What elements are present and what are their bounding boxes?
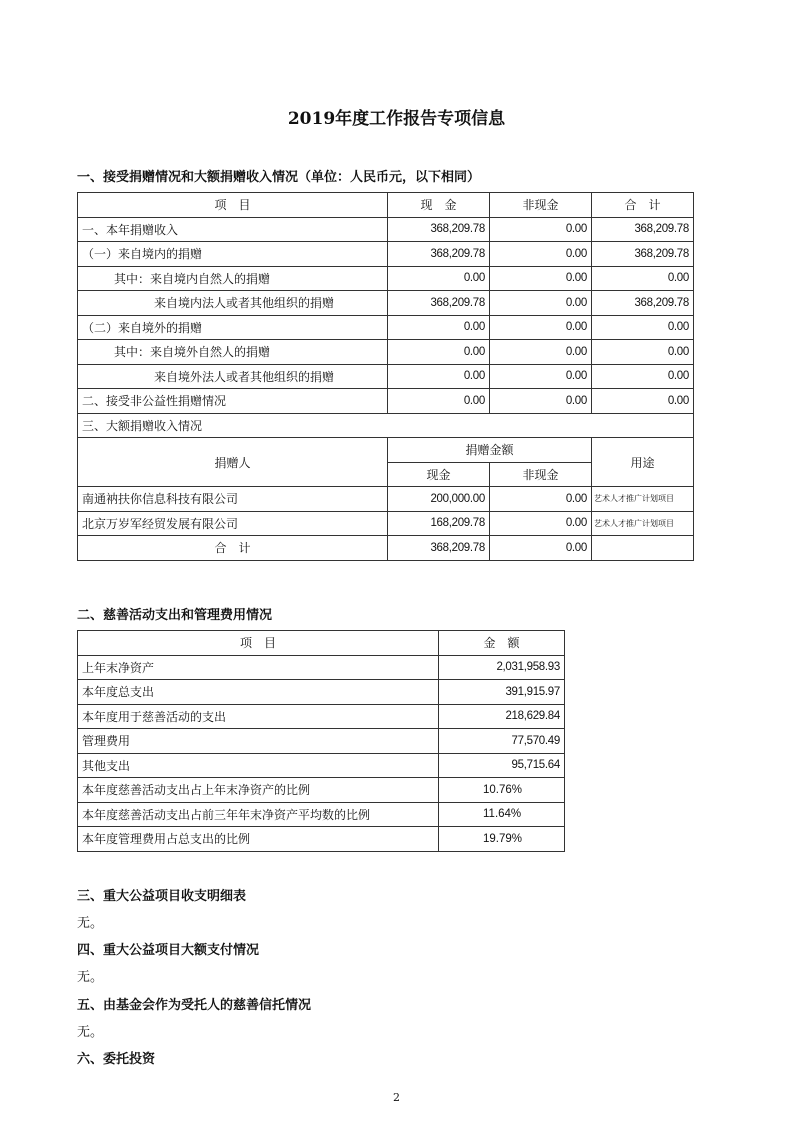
cash-cell: 200,000.00 xyxy=(388,487,490,512)
header-item: 项 目 xyxy=(78,193,388,218)
row-label: 管理费用 xyxy=(78,729,439,754)
ratio-cell: 10.76% xyxy=(439,778,565,803)
noncash-cell: 0.00 xyxy=(490,315,592,340)
table-row xyxy=(78,315,694,340)
row-label: 本年度管理费用占总支出的比例 xyxy=(78,827,439,852)
noncash-cell: 0.00 xyxy=(490,340,592,365)
cash-cell: 0.00 xyxy=(388,340,490,365)
row-label: （二）来自境外的捐赠 xyxy=(78,315,388,340)
amount-cell: 77,570.49 xyxy=(439,729,565,754)
row-label: 来自境内法人或者其他组织的捐赠 xyxy=(78,291,388,316)
header-cash: 现金 xyxy=(388,462,490,487)
table-row xyxy=(78,217,694,242)
donor-cell: 南通衲扶你信息科技有限公司 xyxy=(78,487,388,512)
cash-cell: 0.00 xyxy=(388,315,490,340)
section-heading-4: 四、重大公益项目大额支付情况 xyxy=(77,943,260,958)
row-label: 上年末净资产 xyxy=(78,655,439,680)
noncash-cell: 0.00 xyxy=(490,536,592,561)
amount-cell: 391,915.97 xyxy=(439,680,565,705)
table-row xyxy=(78,680,565,705)
table-row xyxy=(78,487,694,512)
section-heading-1: 一、接受捐赠情况和大额捐赠收入情况（单位：人民币元，以下相同） xyxy=(77,170,481,185)
row-label: 本年度用于慈善活动的支出 xyxy=(78,704,439,729)
page-title: 2019年度工作报告专项信息 xyxy=(287,109,506,129)
total-cell: 368,209.78 xyxy=(592,291,694,316)
table-row xyxy=(78,778,565,803)
table-row xyxy=(78,827,565,852)
large-donation-section-label: 三、大额捐赠收入情况 xyxy=(78,413,694,438)
cash-cell: 368,209.78 xyxy=(388,217,490,242)
header-cash: 现 金 xyxy=(388,193,490,218)
table-row xyxy=(78,802,565,827)
cash-cell: 168,209.78 xyxy=(388,511,490,536)
section-heading-3: 三、重大公益项目收支明细表 xyxy=(77,889,247,904)
table-row xyxy=(78,340,694,365)
table-row xyxy=(78,655,565,680)
table-row xyxy=(78,364,694,389)
table-header-row xyxy=(78,193,694,218)
row-label: 本年度慈善活动支出占前三年年末净资产平均数的比例 xyxy=(78,802,439,827)
header-item: 项 目 xyxy=(78,631,439,656)
section-heading-5: 五、由基金会作为受托人的慈善信托情况 xyxy=(77,998,312,1013)
table-row xyxy=(78,413,694,438)
ratio-cell: 11.64% xyxy=(439,802,565,827)
section-3-body: 无。 xyxy=(77,916,104,931)
noncash-cell: 0.00 xyxy=(490,217,592,242)
table-row xyxy=(78,266,694,291)
section-heading-6: 六、委托投资 xyxy=(77,1052,156,1067)
noncash-cell: 0.00 xyxy=(490,511,592,536)
page-number: 2 xyxy=(393,1091,400,1104)
row-label: 二、接受非公益性捐赠情况 xyxy=(78,389,388,414)
table-total-row xyxy=(78,536,694,561)
total-cell: 0.00 xyxy=(592,266,694,291)
header-noncash: 非现金 xyxy=(490,193,592,218)
noncash-cell: 0.00 xyxy=(490,242,592,267)
row-label: 其他支出 xyxy=(78,753,439,778)
table-row xyxy=(78,511,694,536)
section-5-body: 无。 xyxy=(77,1025,104,1040)
total-label: 合 计 xyxy=(78,536,388,561)
usage-cell: 艺术人才推广计划项目 xyxy=(592,487,694,512)
cash-cell: 0.00 xyxy=(388,389,490,414)
header-amount: 金 额 xyxy=(439,631,565,656)
total-cell: 0.00 xyxy=(592,315,694,340)
expenditure-table xyxy=(77,630,565,852)
noncash-cell: 0.00 xyxy=(490,266,592,291)
row-label: 本年度总支出 xyxy=(78,680,439,705)
header-donation-amount: 捐赠金额 xyxy=(388,438,592,463)
total-cell: 368,209.78 xyxy=(592,217,694,242)
ratio-cell: 19.79% xyxy=(439,827,565,852)
noncash-cell: 0.00 xyxy=(490,291,592,316)
header-noncash: 非现金 xyxy=(490,462,592,487)
table-row xyxy=(78,729,565,754)
large-donation-header-row xyxy=(78,438,694,463)
row-label: （一）来自境内的捐赠 xyxy=(78,242,388,267)
noncash-cell: 0.00 xyxy=(490,364,592,389)
amount-cell: 2,031,958.93 xyxy=(439,655,565,680)
row-label: 一、本年捐赠收入 xyxy=(78,217,388,242)
usage-cell: 艺术人才推广计划项目 xyxy=(592,511,694,536)
donation-table xyxy=(77,192,694,561)
section-4-body: 无。 xyxy=(77,970,104,985)
table-row xyxy=(78,704,565,729)
row-label: 本年度慈善活动支出占上年末净资产的比例 xyxy=(78,778,439,803)
cash-cell: 368,209.78 xyxy=(388,536,490,561)
cash-cell: 368,209.78 xyxy=(388,291,490,316)
cash-cell: 0.00 xyxy=(388,266,490,291)
total-cell: 0.00 xyxy=(592,340,694,365)
table-row xyxy=(78,389,694,414)
row-label: 其中：来自境外自然人的捐赠 xyxy=(78,340,388,365)
cash-cell: 368,209.78 xyxy=(388,242,490,267)
table-row xyxy=(78,753,565,778)
table-row xyxy=(78,242,694,267)
header-usage: 用途 xyxy=(592,438,694,487)
table-header-row xyxy=(78,631,565,656)
header-total: 合 计 xyxy=(592,193,694,218)
usage-cell xyxy=(592,536,694,561)
amount-cell: 218,629.84 xyxy=(439,704,565,729)
total-cell: 0.00 xyxy=(592,364,694,389)
total-cell: 0.00 xyxy=(592,389,694,414)
cash-cell: 0.00 xyxy=(388,364,490,389)
table-row xyxy=(78,291,694,316)
noncash-cell: 0.00 xyxy=(490,487,592,512)
row-label: 其中：来自境内自然人的捐赠 xyxy=(78,266,388,291)
amount-cell: 95,715.64 xyxy=(439,753,565,778)
donor-cell: 北京万岁军经贸发展有限公司 xyxy=(78,511,388,536)
row-label: 来自境外法人或者其他组织的捐赠 xyxy=(78,364,388,389)
noncash-cell: 0.00 xyxy=(490,389,592,414)
total-cell: 368,209.78 xyxy=(592,242,694,267)
section-heading-2: 二、慈善活动支出和管理费用情况 xyxy=(77,608,273,623)
header-donor: 捐赠人 xyxy=(78,438,388,487)
